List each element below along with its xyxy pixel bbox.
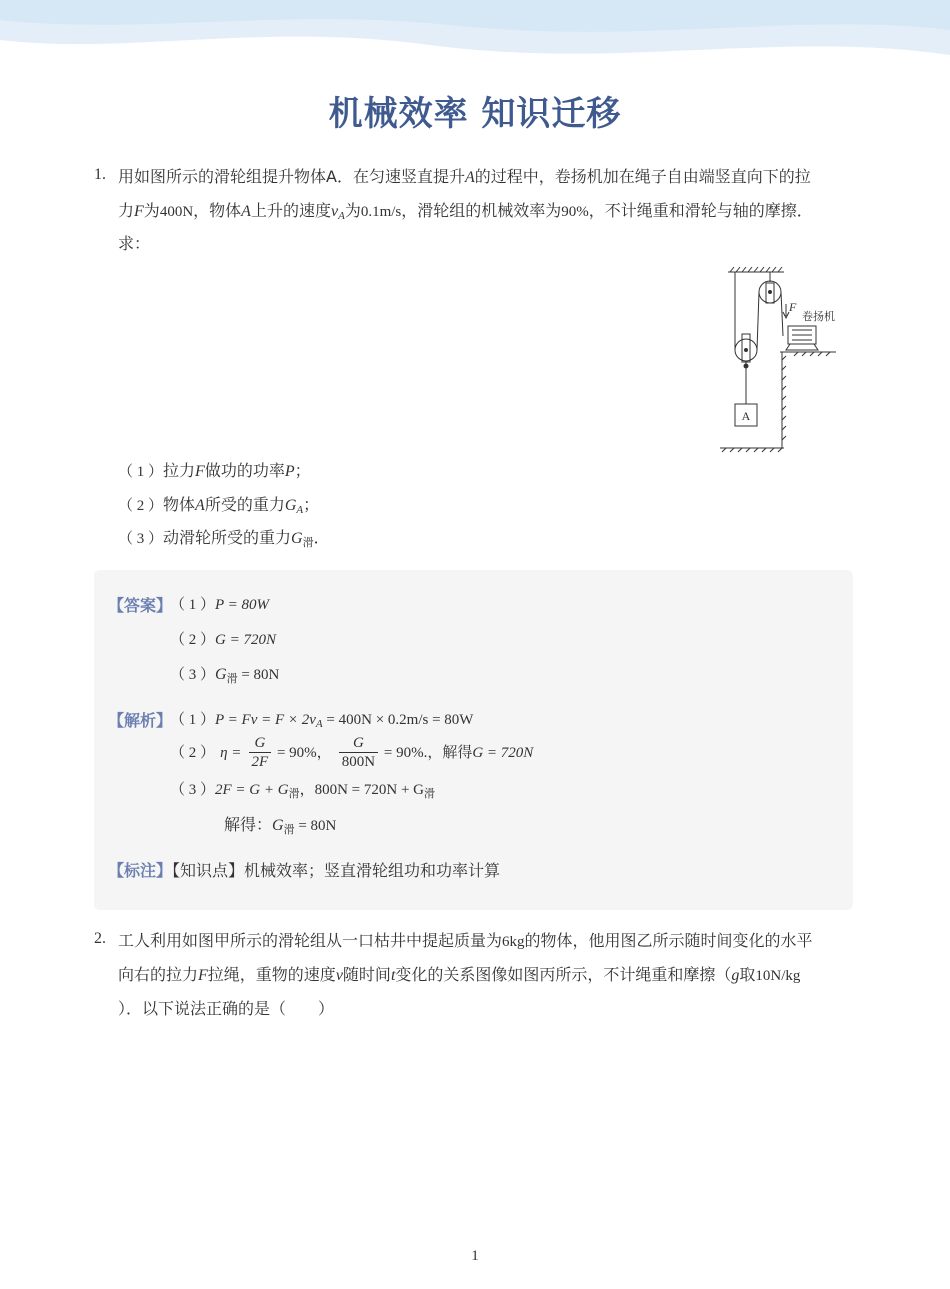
- analysis-step-2: （ 2 ） η = $\frac{G}{2F}$ = 90%， $\frac{G}{800N}$ = 90%.，解得G = 720N: [170, 735, 534, 770]
- force-label: F: [789, 300, 797, 314]
- question-1-sub-2: （ 2 ）物体A所受的重力$G_A$；: [118, 495, 320, 516]
- note-line: 【标注】【知识点】机械效率；竖直滑轮组功和功率计算: [108, 861, 501, 880]
- question-1-number: 1.: [94, 166, 106, 183]
- winch-label: 卷扬机: [802, 310, 835, 323]
- question-1-sub-3: （ 3 ）动滑轮所受的重力$G_滑$．: [118, 528, 330, 549]
- question-2-line-2: 向右的拉力F拉绳，重物的速度v随时间t变化的关系图像如图丙所示，不计绳重和摩擦（g取10N/kg: [118, 965, 801, 984]
- question-2-number: 2.: [94, 930, 106, 947]
- page-number: 1: [471, 1248, 479, 1264]
- analysis-step-4: 解得：$G_滑 = 80N$: [224, 815, 337, 836]
- analysis-step-1: （ 1 ）$P = Fv = F \times 2v_A = 400N \times 0.2m/s = 80W$: [170, 712, 474, 730]
- pulley-system-figure: [716, 264, 850, 454]
- question-1-sub-1: （ 1 ）拉力F做功的功率P；: [118, 461, 311, 480]
- question-2-line-3: ）．以下说法正确的是（ ）: [118, 999, 335, 1018]
- object-a-label: A: [741, 409, 751, 423]
- answer-3: （ 3 ）$G_滑 = 80N$: [170, 666, 280, 685]
- wall-hatch: [782, 356, 786, 440]
- question-1-line-3: 求：: [118, 234, 151, 253]
- question-2-line-1: 工人利用如图甲所示的滑轮组从一口枯井中提起质量为6kg的物体，他用图乙所示随时间变化的水平: [118, 931, 813, 950]
- question-1-line-1: 用如图所示的滑轮组提升物体A．在匀速竖直提升A的过程中，卷扬机加在绳子自由端竖直向下的拉: [118, 167, 811, 186]
- floor-hatch: [722, 448, 782, 452]
- answer-1: （ 1 ）P = 80W: [170, 597, 270, 613]
- ceiling-hatch: [730, 267, 782, 272]
- ground-hatch: [794, 352, 830, 356]
- question-1-line-2: 力F为400N，物体A上升的速度$v_A$为0.1m/s，滑轮组的机械效率为90%，不计绳重和滑轮与轴的摩擦．: [118, 201, 813, 222]
- analysis-tag: 【解析】: [108, 711, 173, 730]
- answer-2: （ 2 ）G = 720N: [170, 632, 276, 648]
- analysis-step-3: （ 3 ）$2F = G + G_滑$，$800N = 720N + G_滑$: [170, 782, 436, 800]
- answer-tag: 【答案】: [108, 596, 173, 615]
- fraction-g-over-2f: $\frac{G}{2F}$: [249, 734, 272, 771]
- fraction-g-over-800n: $\frac{G}{800N}$: [339, 734, 378, 771]
- header-wave-decoration: [0, 0, 950, 70]
- page-title: 机械效率 知识迁移: [328, 94, 622, 134]
